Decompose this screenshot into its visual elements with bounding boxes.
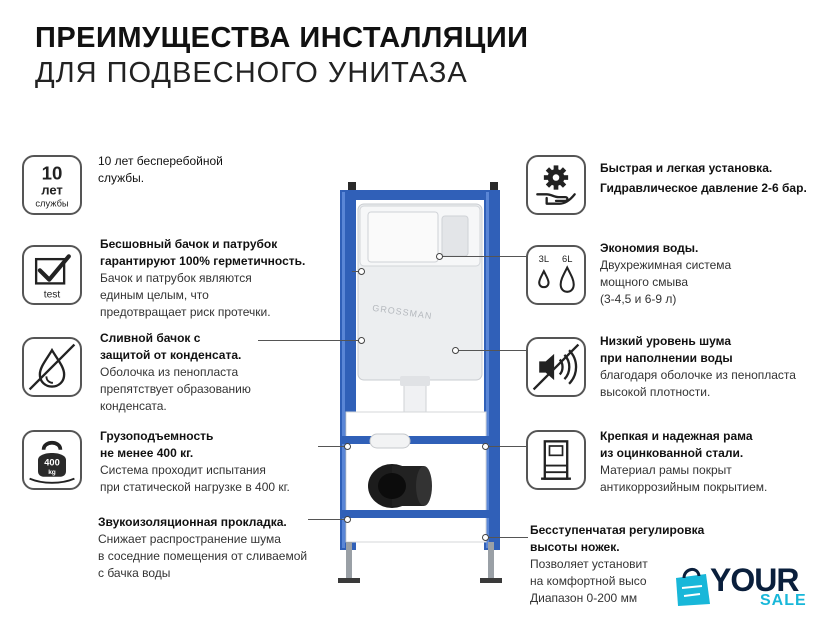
feature-text: с бачка воды (98, 566, 171, 580)
shopping-bag-icon (672, 566, 712, 608)
tank-brand-mark: GROSSMAN (371, 302, 434, 322)
feature-text: Система проходит испытания (100, 463, 266, 477)
icon-text-400: 400 (44, 457, 60, 468)
page-title: ПРЕИМУЩЕСТВА ИНСТАЛЛЯЦИИ (35, 22, 529, 54)
feature-low-noise (600, 333, 796, 401)
feature-text: антикоррозийным покрытием. (600, 480, 768, 494)
feature-load-capacity (100, 428, 290, 496)
feature-heading: при наполнении воды (600, 351, 733, 365)
feature-heading: Звукоизоляционная прокладка. (98, 515, 287, 529)
callout-dot (358, 268, 365, 275)
feature-text: Позволяет установит (530, 557, 648, 571)
feature-text: Бачок и патрубок являются (100, 271, 252, 285)
feature-text: (3-4,5 и 6-9 л) (600, 292, 677, 306)
feature-text: предотвращает риск протечки. (100, 305, 271, 319)
feature-text: Снижает распространение шума (98, 532, 281, 546)
leader-line (486, 537, 528, 538)
callout-dot (344, 443, 351, 450)
icon-text-test: test (43, 289, 61, 301)
feature-text: единым целым, что (100, 288, 209, 302)
leader-line (308, 519, 348, 520)
feature-text: Двухрежимная система (600, 258, 732, 272)
icon-text-3l: 3L (538, 253, 550, 264)
feature-text: благодаря оболочке из пенопласта (600, 368, 796, 382)
feature-heading: гарантируют 100% герметичность. (100, 254, 306, 268)
feature-text: при статической нагрузке в 400 кг. (100, 480, 290, 494)
feature-sound-insulation (98, 514, 307, 582)
logo-word-your: YOUR (710, 562, 799, 598)
feature-text: 10 лет бесперебойной (98, 154, 223, 168)
callout-dot (452, 347, 459, 354)
feature-steel-frame (600, 428, 767, 496)
icon-text-service: службы (35, 198, 69, 209)
feature-text: Диапазон 0-200 мм (530, 591, 638, 605)
test-checkbox-icon (22, 245, 82, 305)
page-subtitle: ДЛЯ ПОДВЕСНОГО УНИТАЗА (35, 57, 468, 89)
feature-water-economy (600, 240, 731, 308)
icon-text-let: лет (41, 182, 63, 198)
your-sale-logo (672, 562, 812, 612)
frame-installation-icon (526, 430, 586, 490)
feature-heading: Бесступенчатая регулировка (530, 523, 705, 537)
feature-heading: из оцинкованной стали. (600, 446, 744, 460)
feature-condensate (100, 330, 251, 415)
feature-heading: защитой от конденсата. (100, 348, 242, 362)
feature-text: на комфортной высо (530, 574, 647, 588)
feature-text: службы. (98, 171, 145, 185)
callout-dot (358, 337, 365, 344)
no-condensate-icon (22, 337, 82, 397)
dual-flush-drops-icon (526, 245, 586, 305)
callout-dot (482, 443, 489, 450)
feature-text: мощного смыва (600, 275, 689, 289)
feature-heading: Грузоподъемность (100, 429, 214, 443)
feature-quick-install (600, 158, 807, 198)
feature-heading: Бесшовный бачок и патрубок (100, 237, 278, 251)
leader-line (258, 340, 362, 341)
feature-heading: Гидравлическое давление 2-6 бар. (600, 181, 807, 195)
icon-text-10: 10 (41, 162, 63, 184)
callout-dot (344, 516, 351, 523)
feature-heading: Крепкая и надежная рама (600, 429, 753, 443)
kettlebell-400kg-icon (22, 430, 82, 490)
feature-heading: Быстрая и легкая установка. (600, 161, 773, 175)
feature-text: конденсата. (100, 399, 167, 413)
feature-heading: Низкий уровень шума (600, 334, 732, 348)
feature-text: препятствует образованию (100, 382, 251, 396)
gear-hand-icon (526, 155, 586, 215)
low-noise-icon (526, 337, 586, 397)
feature-warranty (98, 153, 223, 187)
callout-dot (436, 253, 443, 260)
feature-text: высокой плотности. (600, 385, 711, 399)
feature-text: Материал рамы покрыт (600, 463, 732, 477)
feature-heading: Экономия воды. (600, 241, 699, 255)
leader-line (486, 446, 526, 447)
icon-text-6l: 6L (562, 253, 573, 264)
leader-line (456, 350, 526, 351)
logo-word-sale: SALE (760, 592, 807, 609)
leader-line (442, 256, 526, 257)
icon-text-kg: kg (48, 469, 56, 476)
feature-text: в соседние помещения от сливаемой (98, 549, 308, 563)
feature-heading: Сливной бачок с (100, 331, 201, 345)
feature-heading: не менее 400 кг. (100, 446, 194, 460)
feature-seamless-tank (100, 236, 305, 321)
warranty-10-years-icon (22, 155, 82, 215)
feature-text: Оболочка из пенопласта (100, 365, 239, 379)
callout-dot (482, 534, 489, 541)
feature-heading: высоты ножек. (530, 540, 620, 554)
